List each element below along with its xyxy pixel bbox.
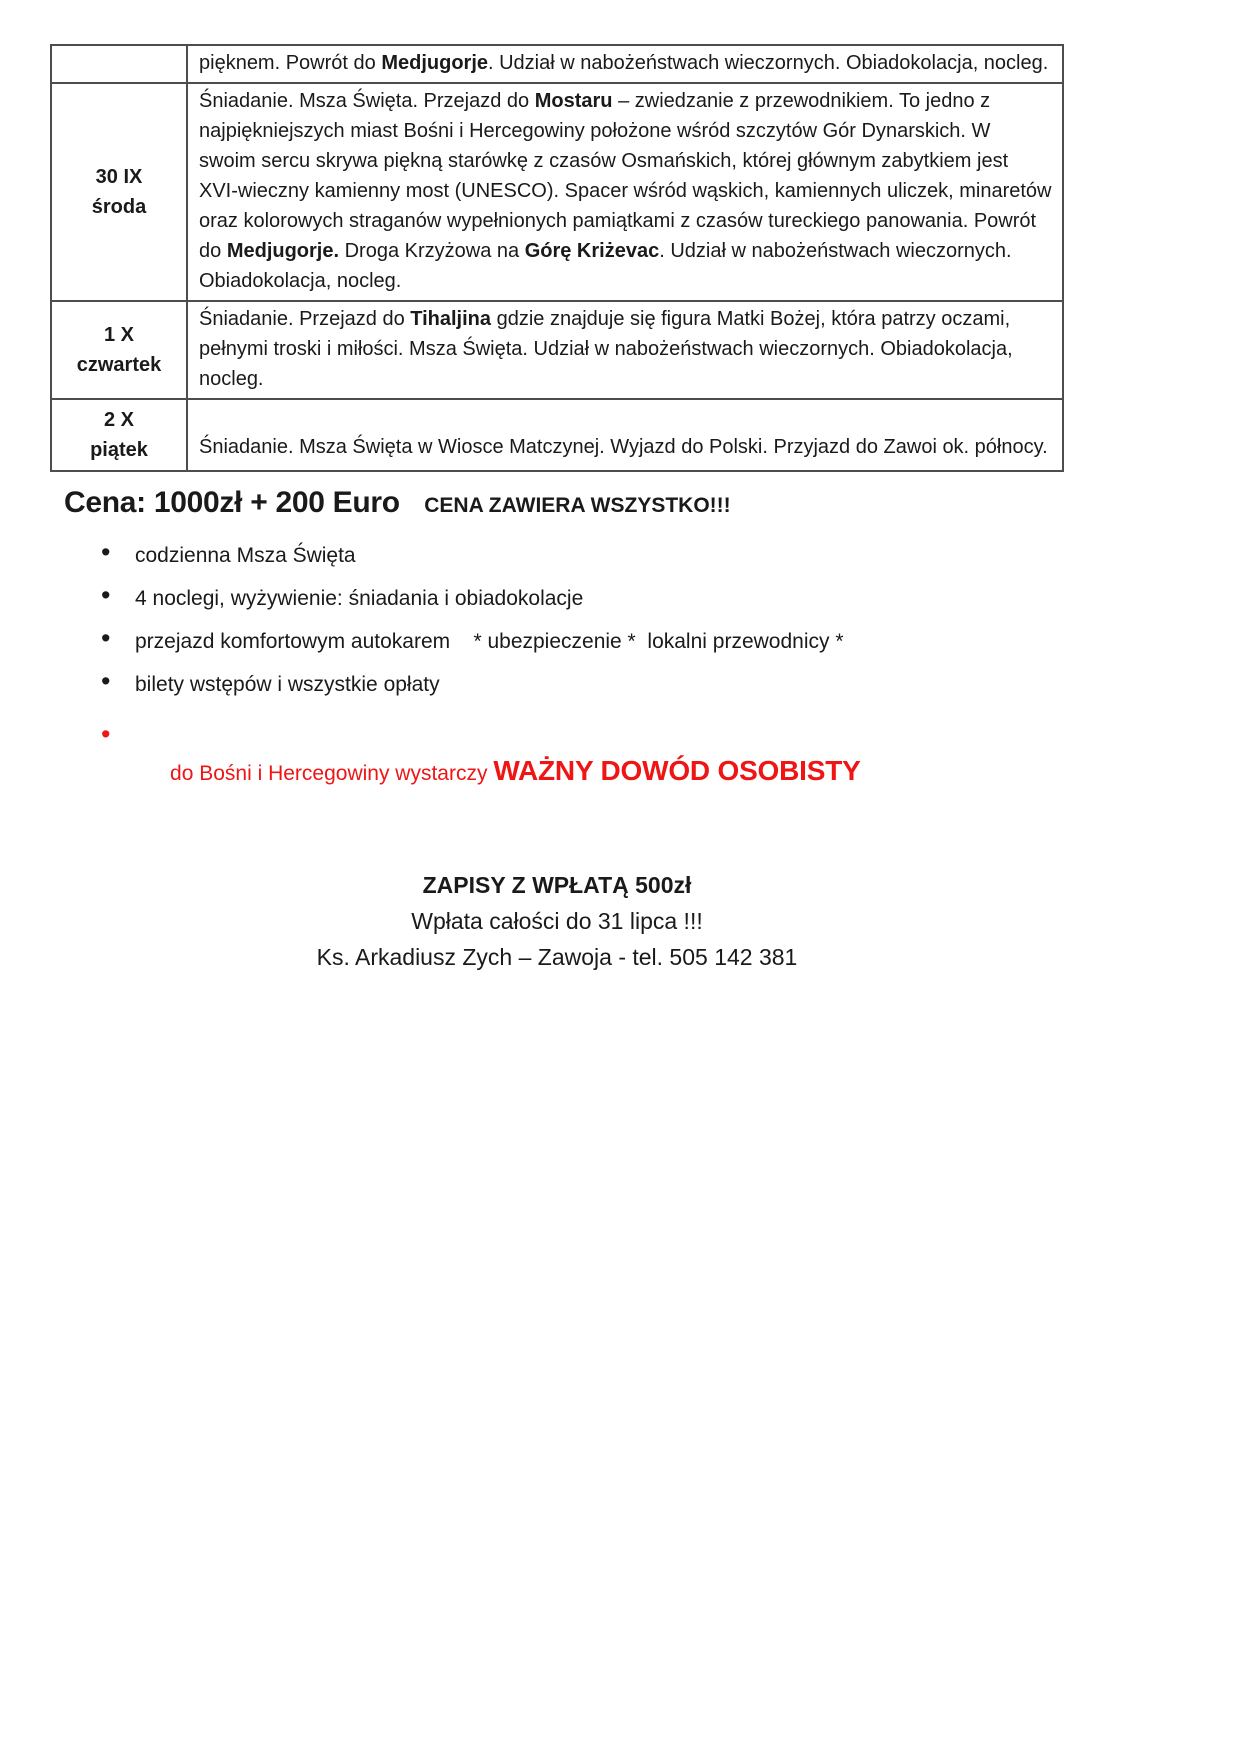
day-description: Śniadanie. Msza Święta w Wiosce Matczynej. Wyjazd do Polski. Przyjazd do Zawoi ok. północy. bbox=[187, 399, 1063, 471]
contact-line: Ks. Arkadiusz Zych – Zawoja - tel. 505 142 381 bbox=[316, 944, 798, 970]
id-requirement-item bbox=[50, 720, 1064, 825]
table-row bbox=[51, 399, 1063, 471]
itinerary-table bbox=[50, 44, 1064, 472]
date-cell: 1 X czwartek bbox=[51, 301, 187, 399]
list-item: • bilety wstępów i wszystkie opłaty bbox=[50, 671, 1064, 698]
price-line bbox=[64, 486, 1064, 520]
day-description: Śniadanie. Przejazd do Tihaljina gdzie znajduje się figura Matki Bożej, która patrzy oczami, pełnymi troski i miłości. Msza Święta. Udział w nabożeństwach wieczornych. Obiadokolacja, nocleg. bbox=[187, 301, 1063, 399]
id-requirement-prefix: do Bośni i Hercegowiny wystarczy bbox=[170, 762, 494, 785]
table-row bbox=[51, 83, 1063, 301]
date-cell: 2 X piątek bbox=[51, 399, 187, 471]
table-row bbox=[51, 45, 1063, 83]
day-description: pięknem. Powrót do Medjugorje. Udział w nabożeństwach wieczornych. Obiadokolacja, nocleg. bbox=[187, 45, 1063, 83]
id-requirement-emphasis: WAŻNY DOWÓD OSOBISTY bbox=[493, 755, 861, 786]
table-row bbox=[51, 301, 1063, 399]
price-main: Cena: 1000zł + 200 Euro bbox=[64, 486, 400, 519]
list-item: • 4 noclegi, wyżywienie: śniadania i obiadokolacje bbox=[50, 585, 1064, 612]
signup-deposit-line: ZAPISY Z WPŁATĄ 500zł bbox=[422, 872, 692, 898]
date-cell bbox=[51, 45, 187, 83]
payment-deadline-line: Wpłata całości do 31 lipca !!! bbox=[411, 908, 703, 934]
price-note: CENA ZAWIERA WSZYSTKO!!! bbox=[424, 494, 731, 517]
list-item: • codzienna Msza Święta bbox=[50, 542, 1064, 569]
date-cell: 30 IX środa bbox=[51, 83, 187, 301]
document-page bbox=[50, 44, 1064, 975]
footer-block bbox=[50, 867, 1064, 975]
list-item: • przejazd komfortowym autokarem * ubezpieczenie * lokalni przewodnicy * bbox=[50, 628, 1064, 655]
day-description: Śniadanie. Msza Święta. Przejazd do Mostaru – zwiedzanie z przewodnikiem. To jedno z najpiękniejszych miast Bośni i Hercegowiny położone wśród szczytów Gór Dynarskich. W swoim sercu skrywa piękną starówkę z czasów Osmańskich, której głównym zabytkiem jest XVI-wieczny kamienny most (UNESCO). Spacer wśród wąskich, kamiennych uliczek, minaretów oraz kolorowych straganów wypełnionych pamiątkami z czasów tureckiego panowania. Powrót do Medjugorje. Droga Krzyżowa na Górę Kriżevac. Udział w nabożeństwach wieczornych. Obiadokolacja, nocleg. bbox=[187, 83, 1063, 301]
features-list bbox=[50, 542, 1064, 825]
